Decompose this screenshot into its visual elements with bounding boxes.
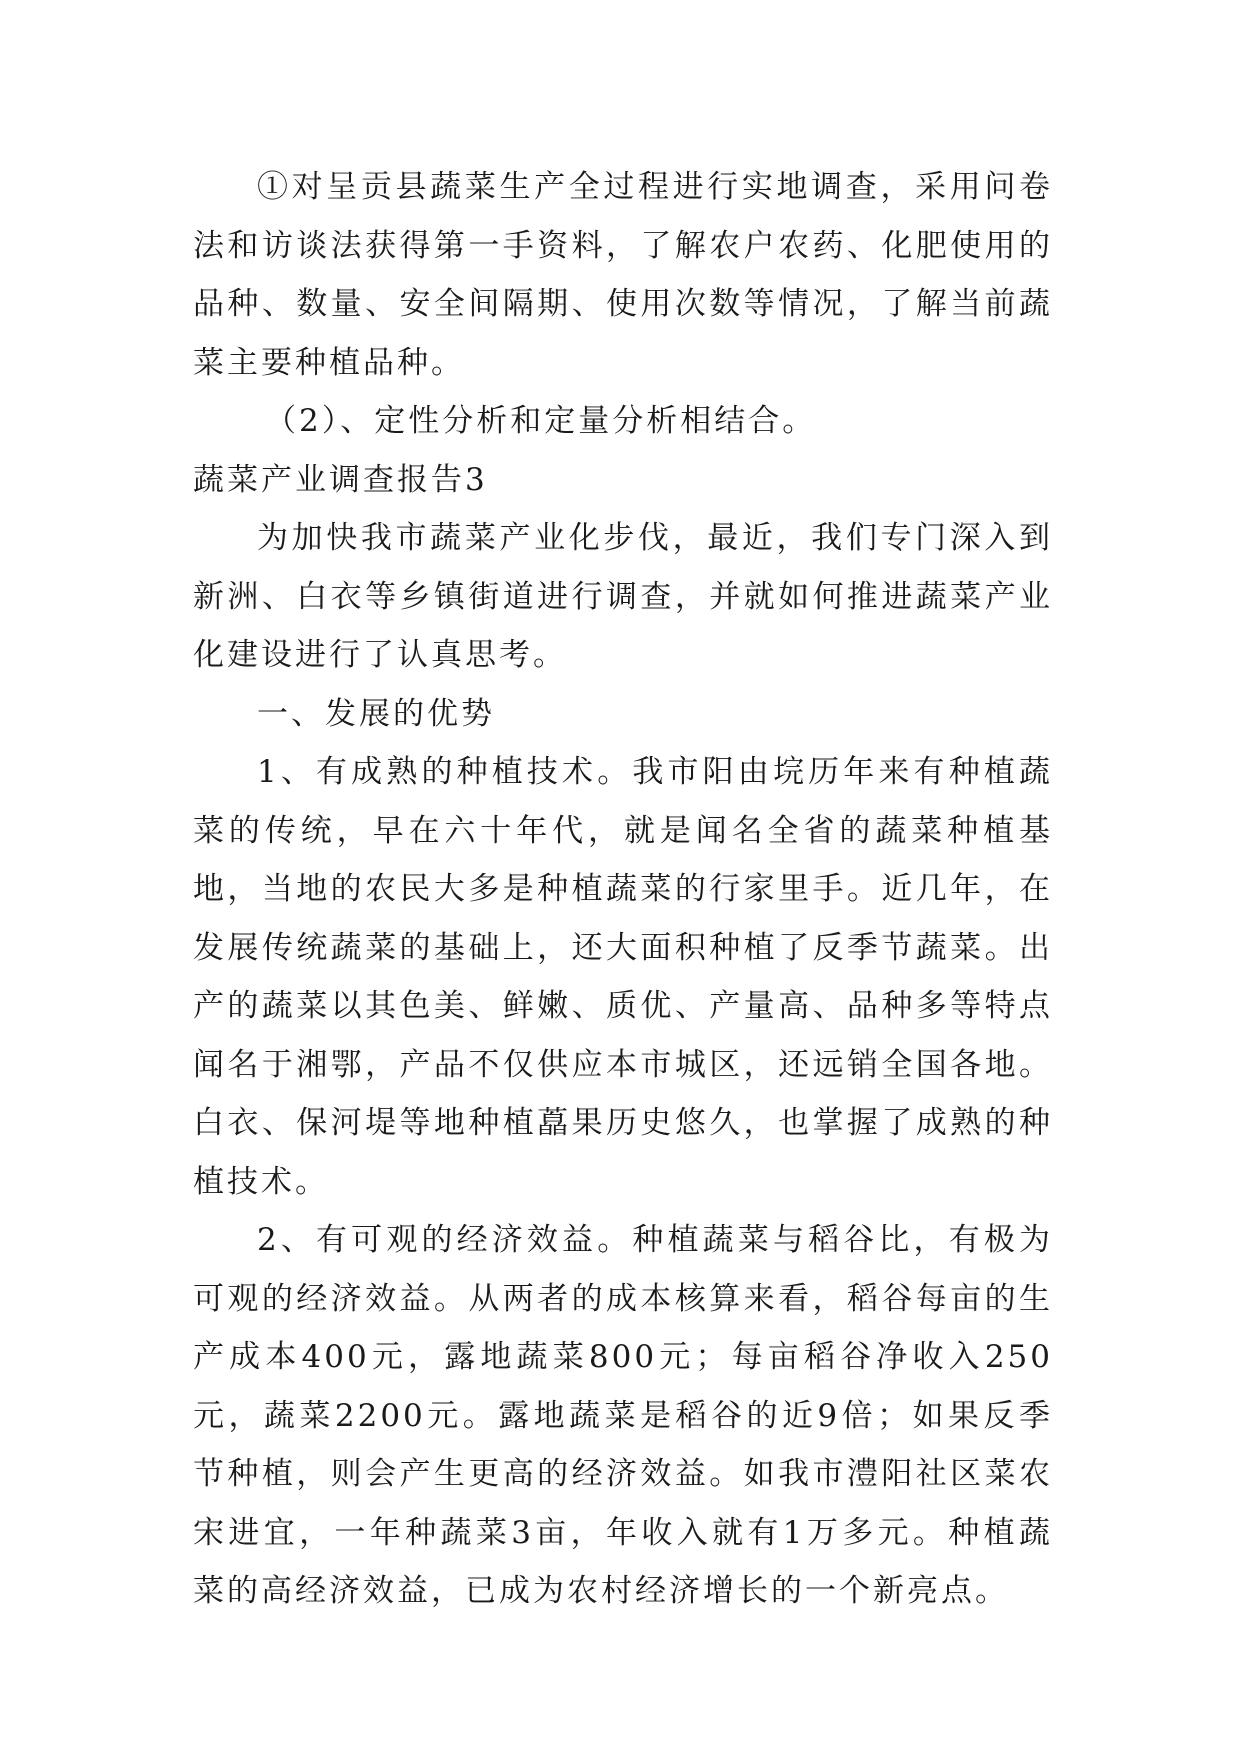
paragraph-analysis-method: （2）、定性分析和定量分析相结合。	[265, 403, 817, 439]
document-body	[193, 158, 1053, 1621]
paragraph-economic-benefit: 2、有可观的经济效益。种植蔬菜与稻谷比，有极为可观的经济效益。从两者的成本核算来看，稻谷每亩的生产成本400元，露地蔬菜800元；每亩稻谷净收入250元，蔬菜2200元。露地蔬菜是稻谷的近9倍；如果反季节种植，则会产生更高的经济效益。如我市澧阳社区菜农宋进宜，一年种蔬菜3亩，年收入就有1万多元。种植蔬菜的高经济效益，已成为农村经济增长的一个新亮点。	[193, 1222, 1053, 1609]
paragraph-survey-method: ①对呈贡县蔬菜生产全过程进行实地调查，采用问卷法和访谈法获得第一手资料，了解农户农药、化肥使用的品种、数量、安全间隔期、使用次数等情况，了解当前蔬菜主要种植品种。	[193, 169, 1053, 381]
section-heading-advantages: 一、发展的优势	[257, 695, 495, 732]
paragraph-planting-technique: 1、有成熟的种植技术。我市阳由垸历年来有种植蔬菜的传统，早在六十年代，就是闻名全省的蔬菜种植基地，当地的农民大多是种植蔬菜的行家里手。近几年，在发展传统蔬菜的基础上，还大面积种植了反季节蔬菜。出产的蔬菜以其色美、鲜嫩、质优、产量高、品种多等特点闻名于湘鄂，产品不仅供应本市城区，还远销全国各地。白衣、保河堤等地种植藠果历史悠久，也掌握了成熟的种植技术。	[193, 754, 1053, 1200]
report-title: 蔬菜产业调查报告3	[193, 461, 488, 498]
paragraph-intro: 为加快我市蔬菜产业化步伐，最近，我们专门深入到新洲、白衣等乡镇街道进行调查，并就如何推进蔬菜产业化建设进行了认真思考。	[193, 520, 1053, 673]
